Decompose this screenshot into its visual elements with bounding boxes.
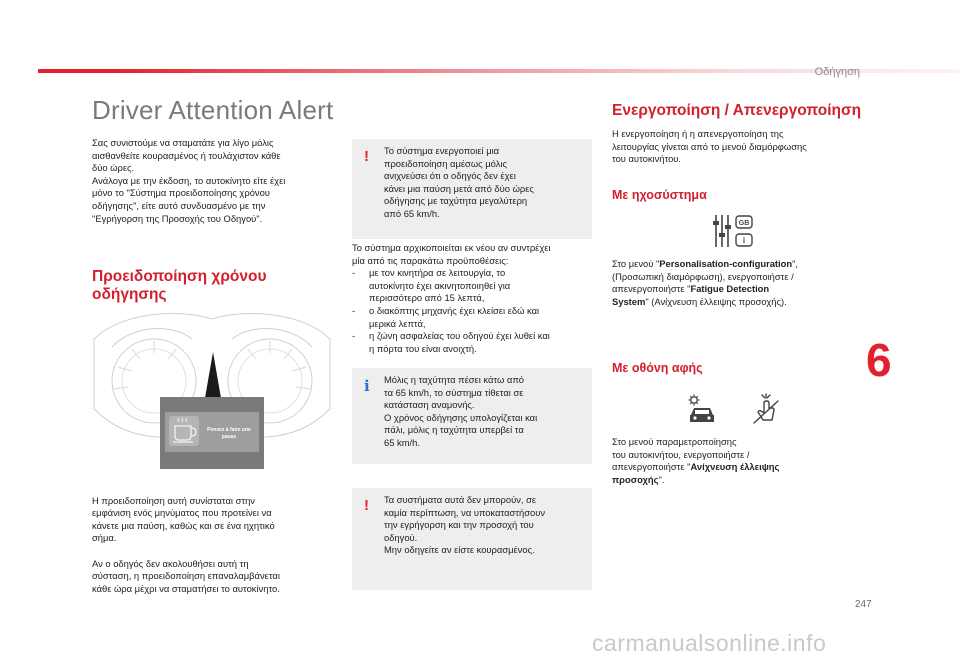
warning-box-1-text: Το σύστημα ενεργοποιεί μια προειδοποίηση αμέσως μόλις ανιχνεύσει ότι ο οδηγός δεν έχει κάνει μια παύση μετά από δύο ώρες οδήγησης με ταχύτητα μεγαλύτερη από 65 km/h. xyxy=(384,145,534,219)
display-message-line-2: pause xyxy=(221,434,237,440)
warning-exclamation-icon: ! xyxy=(364,497,369,514)
watermark: carmanualsonline.info xyxy=(592,630,827,656)
info-box-speed xyxy=(352,368,592,464)
warning-exclamation-icon: ! xyxy=(364,148,369,165)
touch-text-part-2: ". xyxy=(658,473,665,485)
activation-text xyxy=(612,128,852,166)
warning-box-3-paragraph-1: Τα συστήματα αυτά δεν μπορούν, σε καμία περίπτωση, να υποκαταστήσουν την εγρήγορση και την προσοχή του οδηγού. xyxy=(384,494,546,543)
menu-name-personalisation: Personalisation-configuration xyxy=(659,258,793,269)
list-dash: - xyxy=(352,267,356,279)
option-fatigue-detection: Fatigue Detection System xyxy=(612,283,770,307)
time-warning-text xyxy=(92,482,332,608)
list-item xyxy=(352,267,596,305)
audio-system-text xyxy=(612,258,852,308)
touch-screen-text xyxy=(612,436,852,486)
list-item-text: ο διακόπτης μηχανής έχει κλείσει εδώ και μερικά λεπτά, xyxy=(369,304,540,329)
touch-gesture-icon xyxy=(752,393,782,425)
intro-text xyxy=(92,137,332,225)
touch-text-part-1: Στο μενού παραμετροποίησης του αυτοκινήτου, ενεργοποιήστε / απενεργοποιήστε " xyxy=(612,436,750,473)
coffee-cup-icon xyxy=(169,416,199,446)
audio-text-part-2: ", (Προσωπική διαμόρφωση), ενεργοποιήστε / απενεργοποιήστε " xyxy=(612,258,799,295)
list-item-text: η ζώνη ασφαλείας του οδηγού έχει λυθεί και η πόρτα του είναι ανοιχτή. xyxy=(369,330,550,354)
list-item xyxy=(352,330,596,355)
chapter-number: 6 xyxy=(866,334,892,386)
audio-system-heading: Με ηχοσύστημα xyxy=(612,188,707,202)
reset-conditions-list xyxy=(352,267,596,355)
warning-box-activation xyxy=(352,139,592,239)
page-title: Driver Attention Alert xyxy=(92,95,334,125)
option-attention-detection: Ανίχνευση έλλειψης προσοχής xyxy=(612,461,780,485)
time-warning-heading: Προειδοποίηση χρόνου οδήγησης xyxy=(92,268,267,303)
audio-text-part-3: " (Ανίχνευση έλλειψης προσοχής). xyxy=(645,295,787,307)
settings-sliders-icon xyxy=(712,213,754,249)
warning-box-vigilance xyxy=(352,488,592,590)
touch-screen-heading: Με οθόνη αφής xyxy=(612,361,703,375)
info-icon: i xyxy=(364,377,370,395)
warning-box-3-paragraph-2: Μην οδηγείτε αν είστε κουρασμένος. xyxy=(384,544,535,556)
list-dash: - xyxy=(352,330,356,342)
list-dash: - xyxy=(352,304,356,316)
instrument-panel-illustration xyxy=(92,309,332,470)
activation-heading: Ενεργοποίηση / Απενεργοποίηση xyxy=(612,102,862,119)
reset-intro: Το σύστημα αρχικοποιείται εκ νέου αν συντρέχει μία από τις παρακάτω προϋποθέσεις: xyxy=(352,242,551,266)
reset-conditions xyxy=(352,242,596,355)
activation-paragraph: Η ενεργοποίηση ή η απενεργοποίηση της λειτουργίας γίνεται από το μενού διαμόρφωσης του αυτοκινήτου. xyxy=(612,128,807,165)
list-item-text: με τον κινητήρα σε λειτουργία, το αυτοκίνητο έχει ακινητοποιηθεί για περισσότερο από 15 λεπτά, xyxy=(369,267,511,304)
intro-paragraph-1: Σας συνιστούμε να σταματάτε για λίγο μόλις αισθανθείτε κουρασμένος ή τουλάχιστον κάθε δύο ώρες. xyxy=(92,137,281,174)
time-warning-paragraph-2: Αν ο οδηγός δεν ακολουθήσει αυτή τη σύσταση, η προειδοποίηση επαναλαμβάνεται κάθε ώρα μέχρι να σταματήσει το αυτοκίνητο. xyxy=(92,557,280,594)
header-section-title: Οδήγηση xyxy=(814,66,860,78)
time-warning-paragraph-1: Η προειδοποίηση αυτή συνίσταται στην εμφάνιση ενός μηνύματος που προτείνει να κάνετε μια παύση, καθώς και σε ένα ηχητικό σήμα. xyxy=(92,494,275,544)
info-badge-text: i xyxy=(742,236,746,245)
car-settings-icon xyxy=(686,393,718,425)
intro-paragraph-2: Ανάλογα με την έκδοση, το αυτοκίνητο είτε έχει μόνο το "Σύστημα προειδοποίησης χρόνου οδήγησης", είτε αυτό συνδυασμένο με την "Εγρήγορση της Προσοχής του Οδηγού". xyxy=(92,174,286,224)
list-item xyxy=(352,305,596,330)
info-box-paragraph-1: Μόλις η ταχύτητα πέσει κάτω από τα 65 km/h, το σύστημα τίθεται σε κατάσταση αναμονής. xyxy=(384,374,524,411)
language-badge-text: GB xyxy=(738,220,750,227)
info-box-paragraph-2: Ο χρόνος οδήγησης υπολογίζεται και πάλι, μόλις η ταχύτητα υπερβεί τα 65 km/h. xyxy=(384,411,538,448)
pointer-triangle xyxy=(205,352,221,398)
page-number: 247 xyxy=(855,599,872,610)
audio-text-part-1: Στο μενού " xyxy=(612,258,660,269)
display-message-line-1: Pensez à faire une xyxy=(207,427,251,433)
